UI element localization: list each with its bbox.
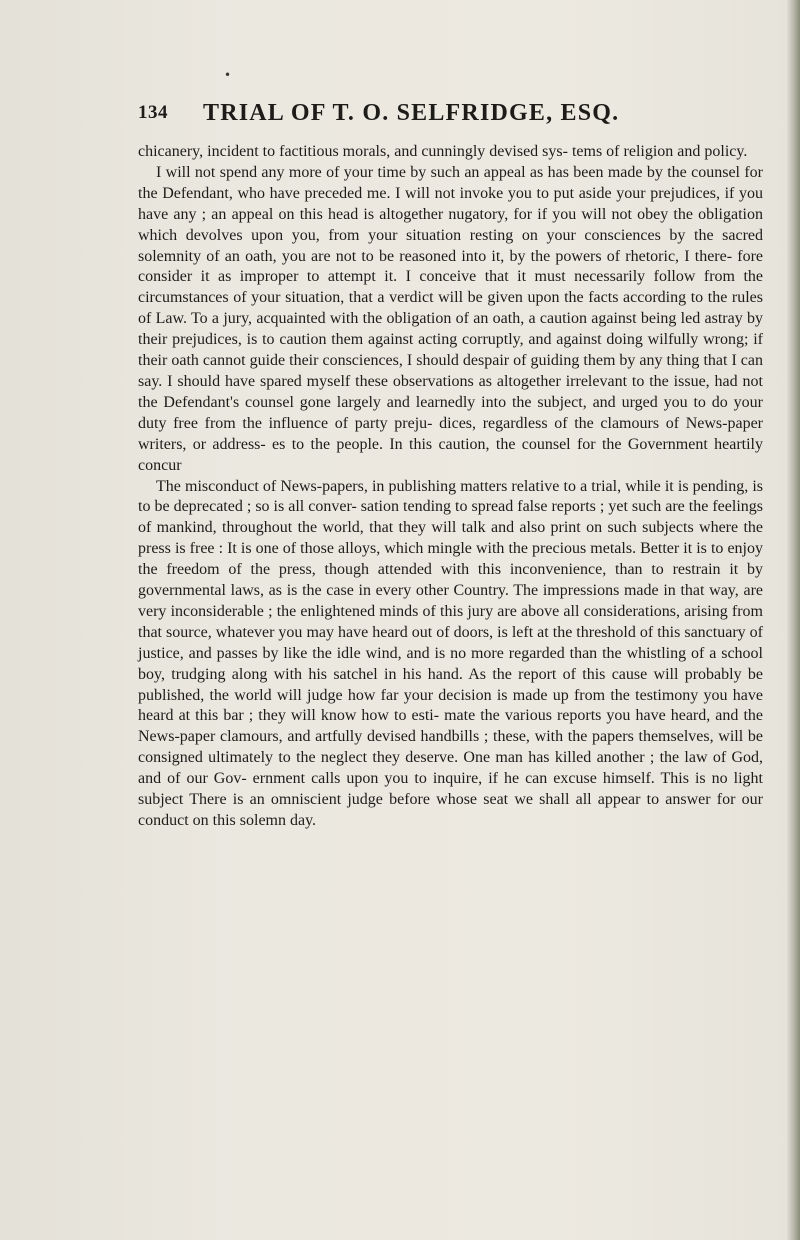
paragraph: The misconduct of News-papers, in publishing matters relative to a trial, while it is pending, is to be deprecated ; so is all conver- sation tending to spread false reports ; yet such are the feelings of mankind, throughout the world, that they will talk and also print on such subjects where the press is free : It is one of those alloys, which mingle with the precious metals. Better it is to enjoy the freedom of the press, though attended with this inconvenience, than to restrain it by governmental laws, as is the case in every other Country. The impressions made in that way, are very inconsiderable ; the enlightened minds of this jury are above all considerations, arising from that source, whatever you may have heard out of doors, is left at the threshold of this sanctuary of justice, and passes by like the idle wind, and is no more regarded than the whistling of a school boy, trudging along with his satchel in his hand. As the report of this cause will probably be published, the world will judge how far your decision is made up from the testimony you have heard at this bar ; they will know how to esti- mate the various reports you have heard, and the News-paper clamours, and artfully devised handbills ; these, with the papers themselves, will be consigned ultimately to the neglect they deserve. One man has killed another ; the law of God, and of our Gov- ernment calls upon you to inquire, if he can excuse himself. This is no light subject There is an omniscient judge before whose seat we shall all appear to answer for our conduct on this solemn day. [138,477,763,829]
printer-mark: • [224,68,232,82]
running-title: TRIAL OF T. O. SELFRIDGE, ESQ. [203,100,620,126]
body-text [138,142,763,832]
paragraph-continued: chicanery, incident to factitious morals, and cunningly devised sys- tems of religion and policy. [138,143,748,160]
page-number: 134 [138,102,168,123]
paragraph: I will not spend any more of your time by such an appeal as has been made by the counsel for the Defendant, who have preceded me. I will not invoke you to put aside your prejudices, if you have any ; an appeal on this head is altogether nugatory, for if you will not obey the obligation which devolves upon you, from your situation resting on your consciences by the sacred solemnity of an oath, you are not to be reasoned into it, by the powers of rhetoric, I there- fore consider it as improper to attempt it. I conceive that it must necessarily follow from the circumstances of your situation, that a verdict will be given upon the facts according to the rules of Law. To a jury, acquainted with the obligation of an oath, a caution against being led astray by their prejudices, is to caution them against acting corruptly, and against doing wilfully wrong; if their oath cannot guide their consciences, I should despair of guiding them by any thing that I can say. I should have spared myself these observations as altogether irrelevant to the issue, had not the Defendant's counsel gone largely and learnedly into the subject, and urged you to do your duty free from the influence of party preju- dices, regardless of the clamours of News-paper writers, or address- es to the people. In this caution, the counsel for the Government heartily concur [138,163,763,474]
page-edge-shadow [786,0,800,1240]
page-header [0,100,800,130]
